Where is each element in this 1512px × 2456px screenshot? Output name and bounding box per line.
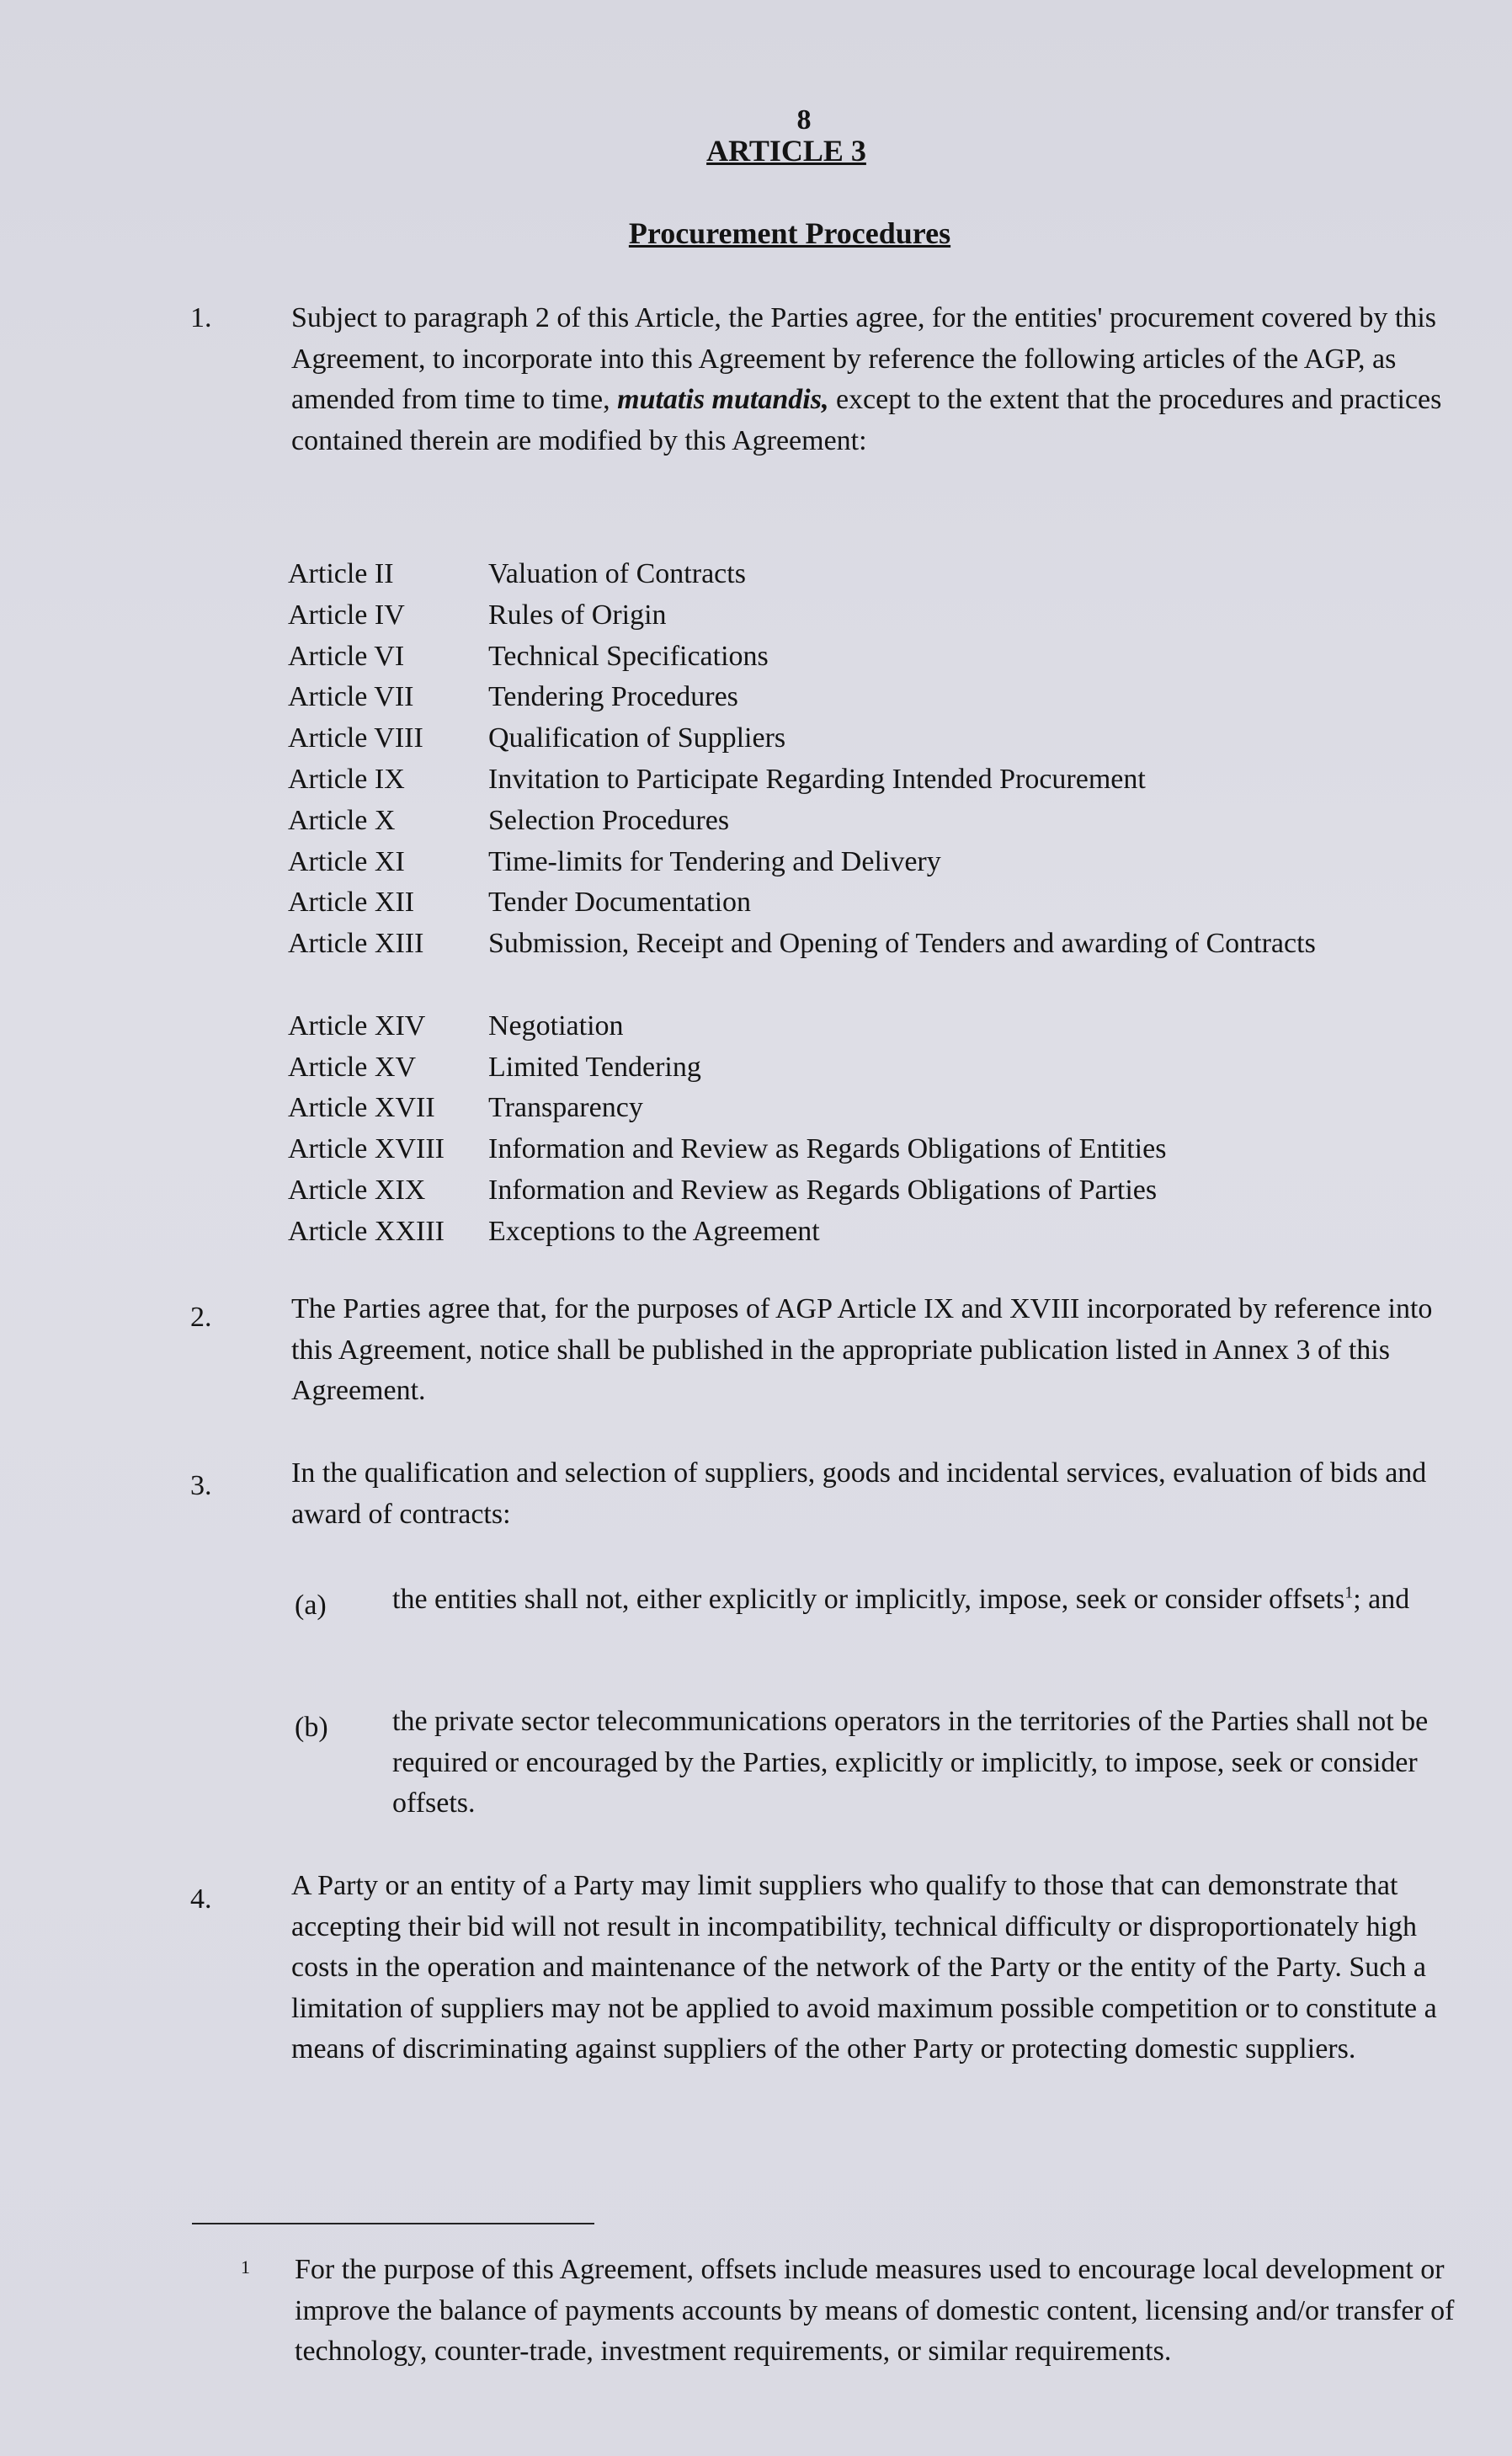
article-title: Information and Review as Regards Obligations of Parties xyxy=(488,1174,1158,1206)
article-title: Invitation to Participate Regarding Intended Procurement xyxy=(488,763,1146,795)
article-number: Article XVII xyxy=(288,1092,435,1124)
article-row xyxy=(288,842,1467,883)
article-number: Article IX xyxy=(288,763,405,795)
article-row xyxy=(288,554,1467,595)
article-number: Article XIV xyxy=(288,1010,426,1042)
page-number: 8 xyxy=(796,104,812,136)
paragraph-1-number: 1. xyxy=(190,302,212,333)
article-title: Qualification of Suppliers xyxy=(488,722,786,754)
subparagraph-b: the private sector telecommunications operators in the territories of the Parties shall not be required or encouraged by the Parties, explicitly or implicitly, to impose, seek or consider offsets. xyxy=(392,1706,1429,1819)
subparagraph-a-text-end: ; and xyxy=(1353,1584,1410,1615)
article-number: Article XVIII xyxy=(288,1133,445,1165)
subparagraph-b-label: (b) xyxy=(295,1712,328,1743)
article-row xyxy=(288,1088,1467,1129)
subparagraph-a xyxy=(392,1580,1453,1621)
paragraph-1 xyxy=(291,298,1453,461)
footnote-marker: 1 xyxy=(241,2256,250,2278)
article-row xyxy=(288,801,1467,842)
article-title: Valuation of Contracts xyxy=(488,558,746,589)
paragraph-3: In the qualification and selection of suppliers, goods and incidental services, evaluation of bids and award of contracts: xyxy=(291,1457,1427,1530)
article-title: Time-limits for Tendering and Delivery xyxy=(488,845,941,877)
paragraph-2: The Parties agree that, for the purposes of AGP Article IX and XVIII incorporated by reference into this Agreement, notice shall be published in the appropriate publication listed in Annex 3 of this Agreement. xyxy=(291,1293,1433,1406)
footnote-divider xyxy=(192,2223,594,2224)
article-title: Rules of Origin xyxy=(488,599,667,631)
article-number: Article XII xyxy=(288,887,415,919)
paragraph-3-number: 3. xyxy=(190,1470,212,1501)
paragraph-2-number: 2. xyxy=(190,1302,212,1333)
article-title: Exceptions to the Agreement xyxy=(488,1215,820,1247)
article-number: Article IV xyxy=(288,599,405,631)
article-number: Article XI xyxy=(288,845,405,877)
article-row xyxy=(288,595,1467,637)
footnote-reference[interactable]: 1 xyxy=(1344,1583,1354,1602)
article-number: Article VII xyxy=(288,681,414,713)
article-title: Tendering Procedures xyxy=(488,681,738,713)
footnote-text: For the purpose of this Agreement, offsets include measures used to encourage local development or improve the balance of payments accounts by means of domestic content, licensing and/or transfer of technology, counter-trade, investment requirements, or similar requirements. xyxy=(295,2254,1455,2367)
article-row xyxy=(288,1129,1467,1170)
article-row xyxy=(288,718,1467,759)
article-title: Limited Tendering xyxy=(488,1051,701,1083)
article-heading: ARTICLE 3 xyxy=(706,134,866,168)
article-title: Submission, Receipt and Opening of Tenders and awarding of Contracts xyxy=(488,928,1316,960)
article-row xyxy=(288,1047,1467,1089)
article-title: Technical Specifications xyxy=(488,640,769,672)
article-title: Transparency xyxy=(488,1092,643,1124)
paragraph-1-text-start: Subject to paragraph 2 of this Article, the Parties agree, for the entities' procurement covered by this Agreement, to incorporate into this Agreement by reference the following articles of the AGP, as amended from time to time, xyxy=(291,302,1437,415)
article-number: Article XXIII xyxy=(288,1215,445,1247)
article-title: Negotiation xyxy=(488,1010,624,1042)
article-number: Article VIII xyxy=(288,722,423,754)
paragraph-1-text-end: except to the extent that the procedures and practices contained therein are modified by this Agreement: xyxy=(291,384,1442,456)
article-row xyxy=(288,924,1467,1006)
article-row xyxy=(288,1006,1467,1047)
article-number: Article X xyxy=(288,804,396,836)
incorporated-articles-list xyxy=(288,554,1467,1253)
article-number: Article II xyxy=(288,558,394,589)
article-title: Tender Documentation xyxy=(488,887,752,919)
article-row xyxy=(288,637,1467,678)
paragraph-4: A Party or an entity of a Party may limit suppliers who qualify to those that can demonstrate that accepting their bid will not result in incompatibility, technical difficulty or disproportionately high costs in the operation and maintenance of the network of the Party or the entity of the Party. Such a limitation of suppliers may not be applied to avoid maximum possible competition or to constitute a means of discriminating against suppliers of the other Party or protecting domestic suppliers. xyxy=(291,1870,1437,2064)
article-number: Article XIX xyxy=(288,1174,426,1206)
article-row xyxy=(288,882,1467,924)
paragraph-1-italic: mutatis mutandis, xyxy=(617,384,829,415)
paragraph-4-number: 4. xyxy=(190,1883,212,1915)
article-row xyxy=(288,759,1467,801)
article-number: Article XV xyxy=(288,1051,417,1083)
subparagraph-a-label: (a) xyxy=(295,1590,327,1621)
article-title: Selection Procedures xyxy=(488,804,730,836)
article-title: Information and Review as Regards Obligations of Entities xyxy=(488,1133,1167,1165)
article-number: Article XIII xyxy=(288,928,424,960)
article-row xyxy=(288,1170,1467,1212)
subparagraph-a-text: the entities shall not, either explicitly or implicitly, impose, seek or consider offsets xyxy=(392,1584,1345,1615)
section-heading: Procurement Procedures xyxy=(628,216,951,250)
article-number: Article VI xyxy=(288,640,405,672)
article-row xyxy=(288,677,1467,718)
article-row xyxy=(288,1212,1467,1253)
